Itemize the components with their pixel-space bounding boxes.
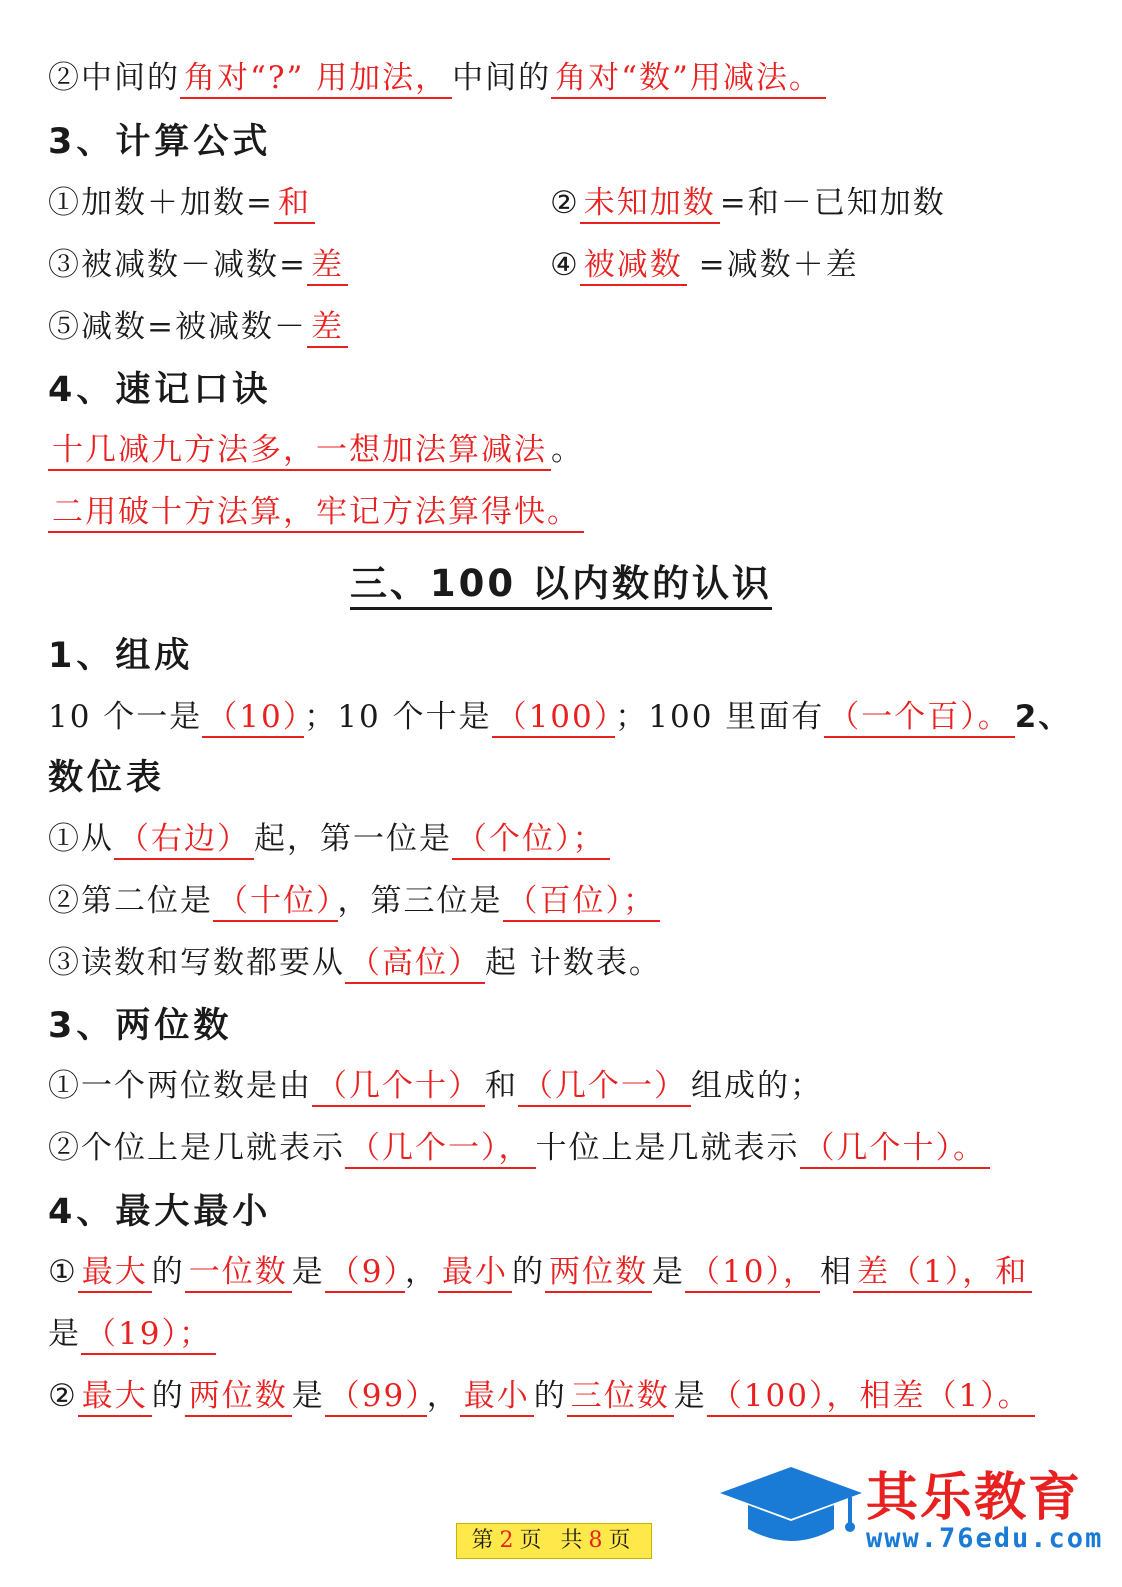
page-indicator — [456, 1523, 652, 1559]
current-page: 2 — [499, 1528, 520, 1553]
answer-blank: 最小 — [438, 1254, 512, 1293]
answer-blank: （10）， — [685, 1254, 820, 1293]
brand-logo — [716, 1453, 1116, 1563]
text: 起 计数表。 — [485, 945, 662, 981]
text: ④ — [550, 247, 580, 283]
section-heading-formulas: 3、计算公式 — [48, 122, 272, 162]
brand-name: 其乐教育 — [866, 1468, 1083, 1528]
place-value-line-3 — [48, 943, 662, 983]
answer-blank: （19）； — [81, 1316, 216, 1355]
section-heading-max-min: 4、最大最小 — [48, 1192, 272, 1232]
text: 是 — [291, 1254, 325, 1290]
text: ② — [550, 185, 580, 221]
answer-blank: （10） — [202, 699, 304, 738]
text: ；100 里面有 — [615, 699, 825, 735]
section-heading-two-digit: 3、两位数 — [48, 1006, 233, 1046]
text: 是 — [291, 1378, 325, 1414]
text: ②第二位是 — [48, 883, 213, 919]
text: ①从 — [48, 821, 114, 857]
composition-line — [48, 697, 1071, 737]
formula-4 — [550, 245, 859, 285]
answer-blank: （个位）； — [452, 821, 610, 860]
text: 十位上是几就表示 — [535, 1130, 800, 1166]
text: ， — [405, 1254, 439, 1290]
section-heading-composition: 1、组成 — [48, 636, 194, 676]
section-heading-place-value: 数位表 — [48, 758, 166, 798]
text: 第 — [471, 1528, 500, 1553]
text: 的 — [512, 1254, 546, 1290]
answer-blank: 差（1），和 — [853, 1254, 1032, 1293]
text: ③被减数－减数= — [48, 247, 307, 283]
answer-blank: （右边） — [114, 821, 254, 860]
text: ③读数和写数都要从 — [48, 945, 345, 981]
answer-blank: （100） — [492, 699, 616, 738]
section-heading-rhyme: 4、速记口诀 — [48, 370, 272, 410]
answer-blank: 十几减九方法多，一想加法算减法 — [48, 432, 551, 471]
text: ；10 个十是 — [304, 699, 492, 735]
text: 相 — [819, 1254, 853, 1290]
answer-blank: 最小 — [460, 1378, 534, 1417]
answer-blank: 两位数 — [545, 1254, 652, 1293]
two-digit-line-2 — [48, 1128, 990, 1168]
text: 的 — [151, 1378, 185, 1414]
answer-blank: 被减数 — [580, 247, 687, 286]
text: =和－已知加数 — [719, 185, 946, 221]
text: 页 — [608, 1528, 637, 1553]
text: 10 个一是 — [48, 699, 203, 735]
text: 。 — [551, 432, 584, 468]
formula-5 — [48, 307, 348, 347]
answer-blank: （一个百）。 — [824, 699, 1015, 738]
text: 是 — [652, 1254, 686, 1290]
text: 是 — [673, 1378, 707, 1414]
text: 中间的 — [452, 60, 552, 96]
formula-3 — [48, 245, 348, 285]
text: 是 — [48, 1316, 81, 1352]
answer-blank: 三位数 — [567, 1378, 674, 1417]
answer-blank: （几个一） — [518, 1068, 691, 1107]
answer-blank: （几个十） — [312, 1068, 485, 1107]
place-value-line-1 — [48, 819, 610, 859]
text: =减数＋差 — [686, 247, 859, 283]
answer-blank: 和 — [274, 185, 315, 224]
text: ② — [48, 1378, 78, 1414]
text: ②个位上是几就表示 — [48, 1130, 345, 1166]
answer-blank: 差 — [307, 309, 348, 348]
two-digit-line-1 — [48, 1066, 823, 1106]
text: 的 — [533, 1378, 567, 1414]
chapter-title: 三、100 以内数的认识 — [0, 561, 1122, 607]
answer-blank: （几个十）。 — [800, 1130, 991, 1169]
formula-1 — [48, 183, 315, 223]
text: ②中间的 — [48, 60, 180, 96]
answer-blank: 角对“数”用减法。 — [551, 60, 826, 99]
max-min-line-1 — [48, 1252, 1032, 1292]
answer-blank: 未知加数 — [580, 185, 720, 224]
graduation-cap-icon — [716, 1463, 866, 1553]
rule-line-1 — [48, 58, 826, 98]
section-number: 2、 — [1014, 699, 1072, 735]
answer-blank: 二用破十方法算，牢记方法算得快。 — [48, 494, 584, 533]
text: 的 — [151, 1254, 185, 1290]
text: ，第三位是 — [337, 883, 503, 919]
max-min-line-1-cont — [48, 1314, 216, 1354]
text: 页 共 — [519, 1528, 589, 1553]
answer-blank: 最大 — [78, 1378, 152, 1417]
text: ⑤减数=被减数－ — [48, 309, 307, 345]
answer-blank: （高位） — [345, 945, 485, 984]
answer-blank: （几个一）， — [345, 1130, 536, 1169]
total-pages: 8 — [588, 1528, 609, 1553]
answer-blank: 最大 — [78, 1254, 152, 1293]
answer-blank: （百位）； — [503, 883, 661, 922]
answer-blank: （100），相差（1）。 — [707, 1378, 1035, 1417]
answer-blank: 两位数 — [185, 1378, 292, 1417]
formula-2 — [550, 183, 946, 223]
text: 组成的； — [691, 1068, 823, 1104]
text: ① — [48, 1254, 78, 1290]
max-min-line-2 — [48, 1376, 1035, 1416]
rhyme-line-1 — [48, 430, 584, 470]
answer-blank: （99） — [325, 1378, 427, 1417]
answer-blank: （9） — [325, 1254, 405, 1293]
answer-blank: 一位数 — [185, 1254, 292, 1293]
text: 起，第一位是 — [254, 821, 452, 857]
answer-blank: （十位） — [213, 883, 338, 922]
brand-url: www.76edu.com — [866, 1523, 1104, 1554]
place-value-line-2 — [48, 881, 660, 921]
rhyme-line-2 — [48, 492, 584, 532]
text: ， — [426, 1378, 460, 1414]
answer-blank: 角对“?” 用加法， — [180, 60, 452, 99]
answer-blank: 差 — [307, 247, 348, 286]
text: ①加数＋加数= — [48, 185, 274, 221]
text: 和 — [485, 1068, 518, 1104]
text: ①一个两位数是由 — [48, 1068, 312, 1104]
